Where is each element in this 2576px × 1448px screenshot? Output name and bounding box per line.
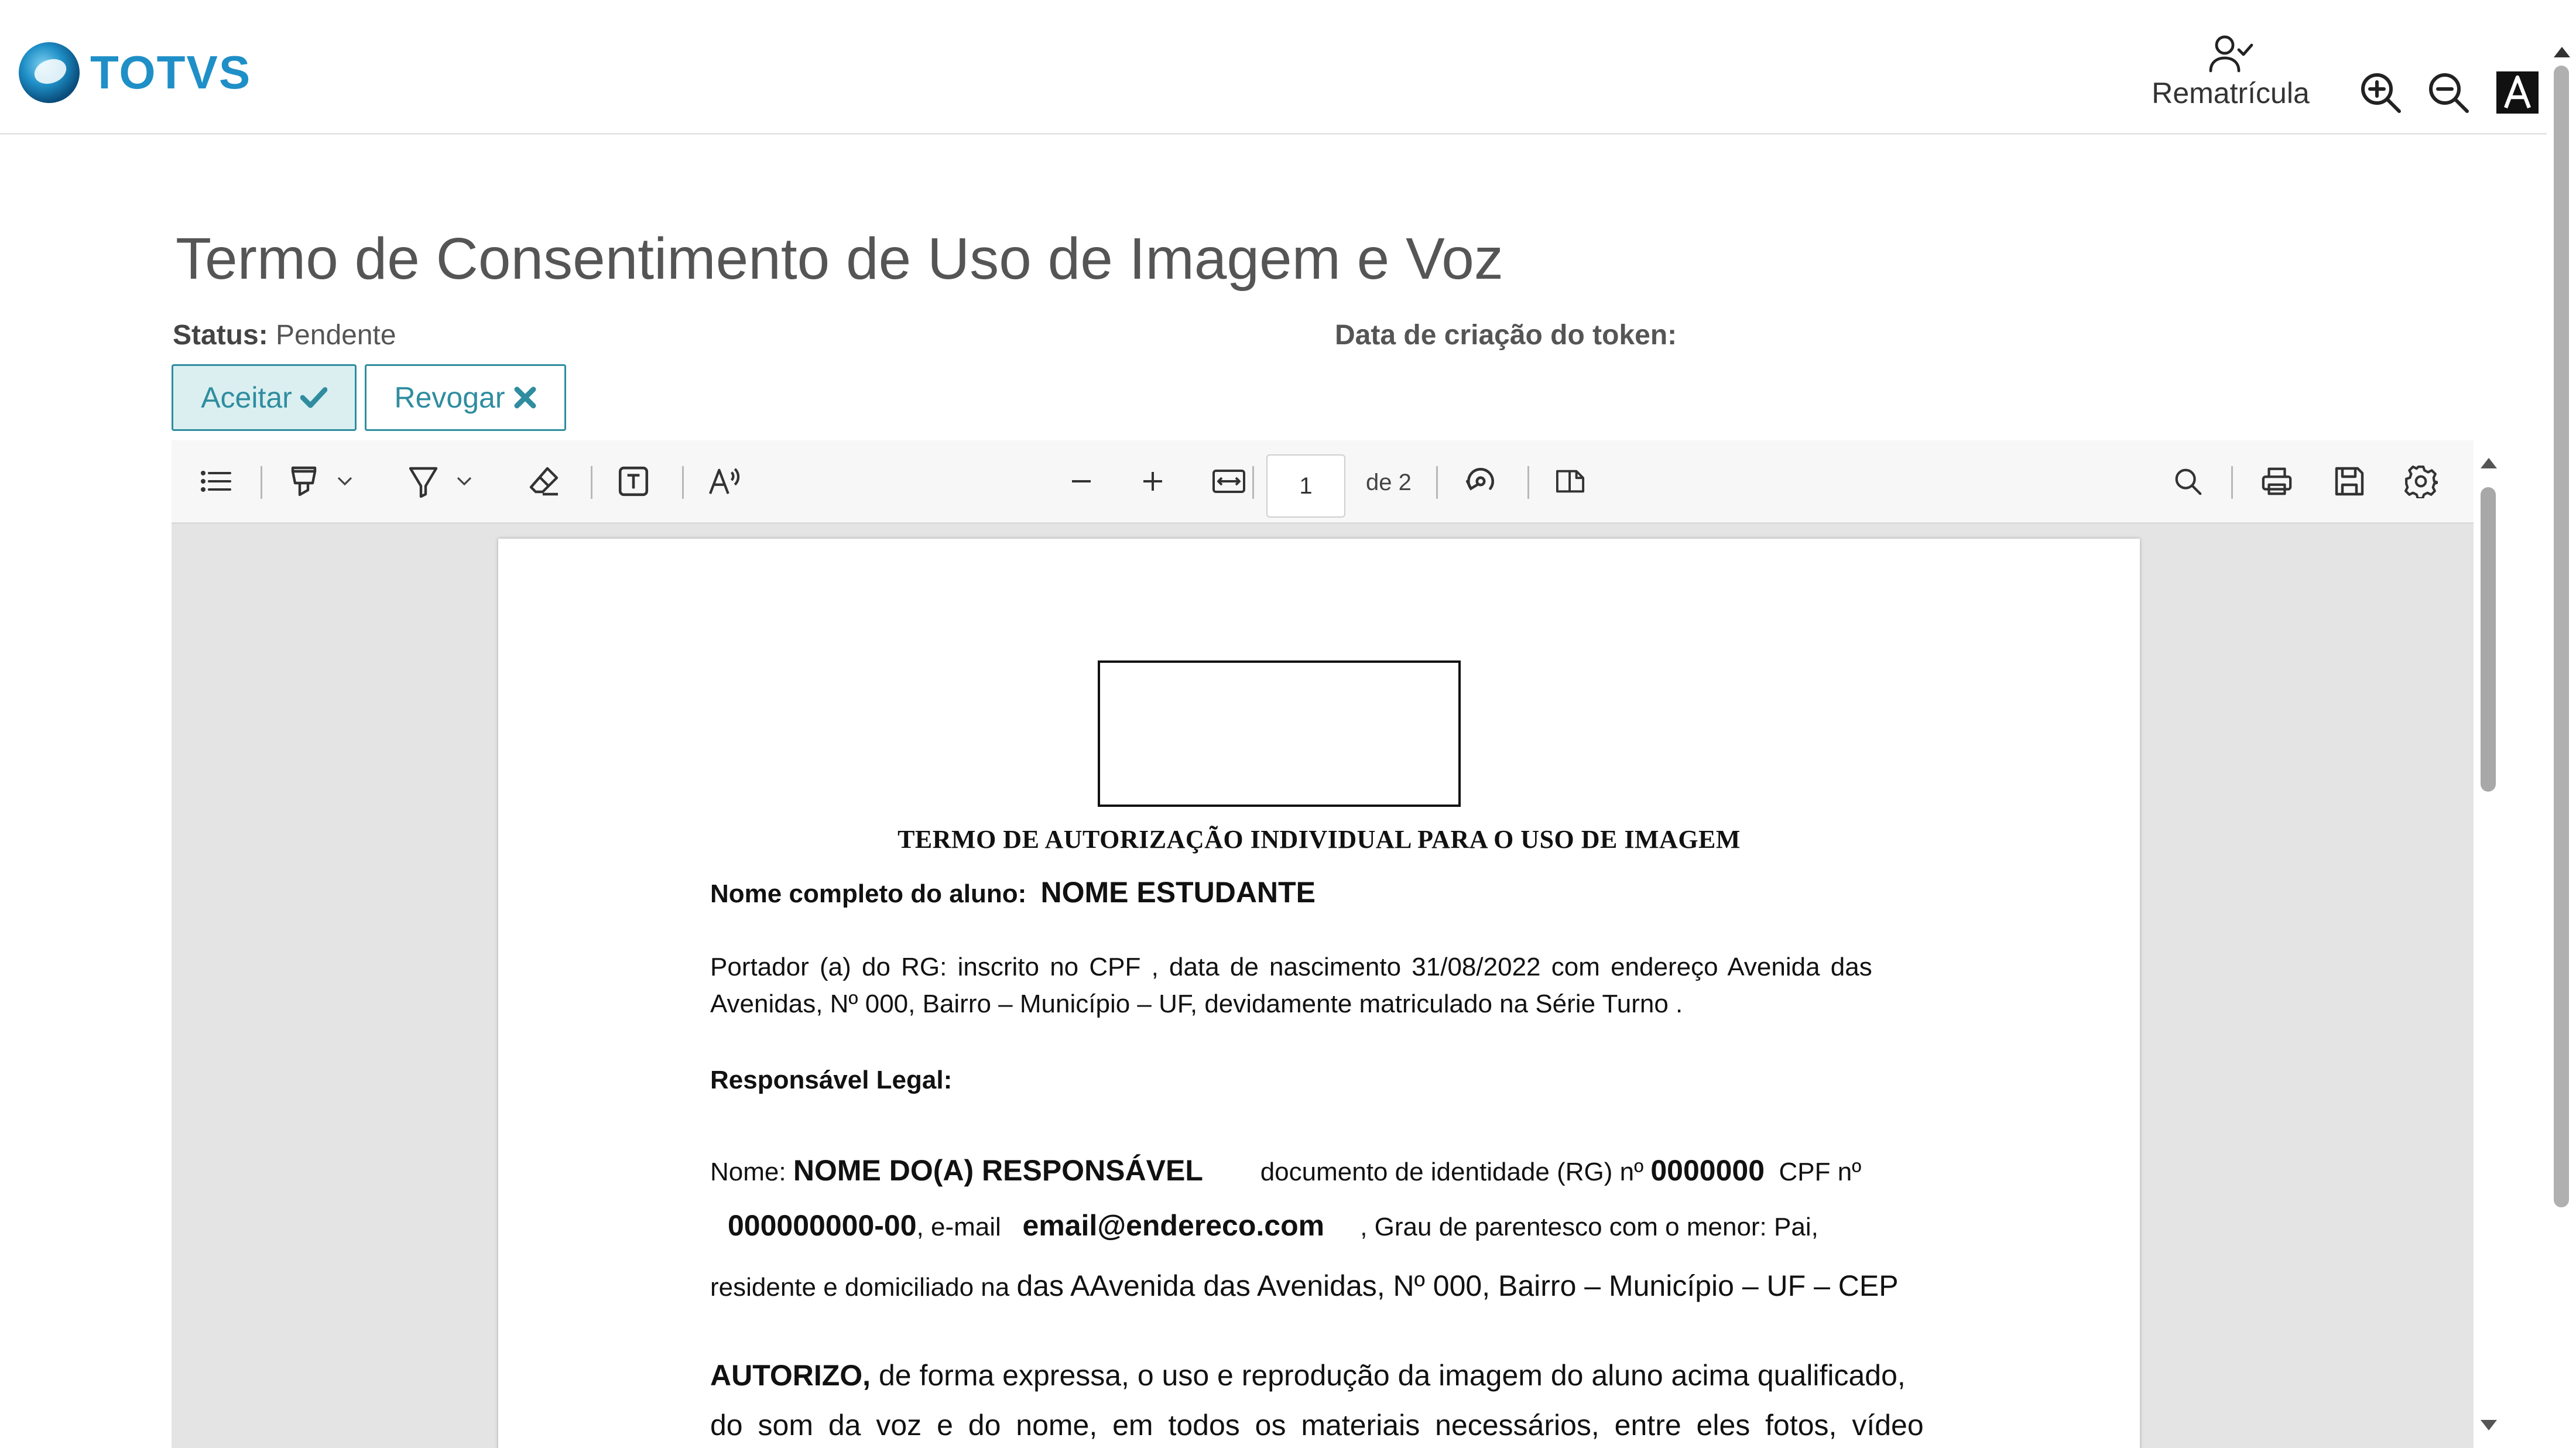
token-date-label: Data de criação do token: — [1335, 320, 1677, 351]
autorizo-bold: AUTORIZO, — [710, 1359, 871, 1392]
page-count-label: de 2 — [1366, 470, 1412, 495]
print-button[interactable] — [2256, 460, 2298, 502]
two-page-icon — [1554, 467, 1588, 496]
logo-text: TOTVS — [90, 46, 252, 98]
status-label: Status: — [173, 320, 268, 351]
student-name: NOME ESTUDANTE — [1040, 876, 1316, 909]
autorizo-line-1 — [710, 1358, 1945, 1392]
responsavel-name: NOME DO(A) RESPONSÁVEL — [793, 1154, 1203, 1187]
settings-button[interactable] — [2400, 460, 2442, 502]
scroll-up-arrow-icon[interactable] — [2554, 47, 2570, 57]
responsavel-line-1 — [710, 1153, 1945, 1187]
responsavel-line-3 — [710, 1269, 1945, 1303]
zoom-out-button[interactable] — [1060, 460, 1102, 502]
student-name-line — [710, 875, 1945, 909]
draw-icon — [407, 465, 440, 498]
email-value: email@endereco.com — [1022, 1209, 1325, 1242]
pdf-scroll-down-icon[interactable] — [2481, 1420, 2497, 1430]
text-box-button[interactable] — [612, 460, 655, 502]
chevron-down-icon — [457, 477, 472, 486]
zoom-out-minus-icon — [1070, 470, 1093, 493]
print-icon — [2260, 465, 2294, 497]
outline-button[interactable] — [195, 460, 237, 502]
highlight-button[interactable] — [283, 460, 325, 502]
totvs-logo[interactable] — [19, 42, 251, 103]
read-aloud-button[interactable] — [704, 460, 746, 502]
document-heading: TERMO DE AUTORIZAÇÃO INDIVIDUAL PARA O USO DE IMAGEM — [898, 825, 1741, 854]
pdf-viewer — [172, 440, 2474, 1448]
search-icon — [2172, 465, 2204, 497]
toolbar-separator — [1436, 466, 1438, 499]
page-scrollbar[interactable] — [2547, 0, 2576, 1448]
draw-options-button[interactable] — [453, 460, 476, 502]
toolbar-separator — [591, 466, 592, 499]
fit-width-button[interactable] — [1205, 460, 1252, 502]
grau-text: , Grau de parentesco com o menor: Pai, — [1324, 1213, 1818, 1241]
toolbar-separator — [1527, 466, 1529, 499]
revoke-button[interactable] — [365, 364, 566, 431]
toolbar-separator — [2231, 466, 2233, 499]
fit-width-icon — [1211, 468, 1246, 495]
chevron-down-icon — [337, 477, 352, 486]
portador-line-2: Avenidas, Nº 000, Bairro – Município – UF, devidamente matriculado na Série Turno . — [710, 990, 1683, 1018]
toolbar-separator — [682, 466, 684, 499]
pdf-scroll-thumb[interactable] — [2481, 487, 2496, 792]
read-aloud-icon — [708, 467, 742, 496]
draw-button[interactable] — [402, 460, 444, 502]
font-contrast-icon[interactable] — [2495, 70, 2540, 115]
email-label: , e-mail — [916, 1213, 1023, 1241]
student-label: Nome completo do aluno: — [710, 879, 1027, 908]
zoom-in-button[interactable] — [1132, 460, 1174, 502]
text-box-icon — [616, 464, 650, 498]
rotate-button[interactable] — [1460, 460, 1502, 502]
portador-line-1: Portador (a) do RG: inscrito no CPF , data de nascimento 31/08/2022 com endereço Avenida das — [710, 953, 1872, 981]
highlight-icon — [288, 464, 320, 498]
check-icon — [300, 386, 327, 409]
two-page-button[interactable] — [1550, 460, 1592, 502]
rotate-icon — [1464, 464, 1498, 498]
page-title: Termo de Consentimento de Uso de Imagem e Voz — [176, 226, 1503, 292]
settings-icon — [2404, 464, 2438, 498]
status-line — [173, 319, 396, 351]
outline-icon — [200, 470, 232, 493]
accept-label: Aceitar — [201, 381, 292, 414]
rg-text: documento de identidade (RG) nº — [1203, 1158, 1651, 1186]
zoom-out-icon[interactable] — [2426, 70, 2471, 115]
page-scroll-thumb[interactable] — [2554, 66, 2569, 1207]
pdf-toolbar — [172, 440, 2474, 524]
autorizo-text: de forma expressa, o uso e reprodução da imagem do aluno acima qualificado, — [871, 1359, 1906, 1392]
page-number-input[interactable] — [1266, 454, 1345, 518]
save-button[interactable] — [2328, 460, 2371, 502]
highlight-options-button[interactable] — [333, 460, 357, 502]
cpf-value: 000000000-00 — [728, 1209, 917, 1242]
rg-value: 0000000 — [1650, 1154, 1765, 1187]
toolbar-separator — [1252, 466, 1254, 499]
accept-button[interactable] — [172, 364, 357, 431]
residente-text: residente e domiciliado na — [710, 1273, 1017, 1302]
eraser-icon — [527, 465, 560, 498]
zoom-in-icon[interactable] — [2358, 70, 2403, 115]
responsavel-heading: Responsável Legal: — [710, 1066, 953, 1094]
pdf-scroll-up-icon[interactable] — [2481, 458, 2497, 468]
pdf-scrollbar[interactable] — [2474, 440, 2503, 1448]
cpf-text: CPF nº — [1765, 1158, 1862, 1186]
status-value: Pendente — [276, 320, 396, 351]
toolbar-separator — [261, 466, 262, 499]
save-icon — [2333, 465, 2366, 498]
nome-label: Nome: — [710, 1158, 793, 1186]
autorizo-line-2: do som da voz e do nome, em todos os materiais necessários, entre eles fotos, vídeo — [710, 1409, 1924, 1442]
revoke-label: Revogar — [394, 381, 505, 414]
totvs-logo-mark-icon — [19, 42, 80, 103]
close-icon — [513, 386, 537, 409]
user-check-icon — [2207, 33, 2254, 74]
eraser-button[interactable] — [523, 460, 565, 502]
top-bar — [0, 0, 2547, 135]
address-value: das AAvenida das Avenidas, Nº 000, Bairro – Município – UF – CEP — [1016, 1269, 1899, 1302]
document-logo-placeholder — [1098, 660, 1461, 807]
search-button[interactable] — [2167, 460, 2209, 502]
responsavel-line-2 — [710, 1209, 1945, 1242]
rematricula-link[interactable] — [2143, 33, 2318, 110]
pdf-page — [498, 539, 2140, 1448]
zoom-in-plus-icon — [1141, 470, 1164, 493]
rematricula-label: Rematrícula — [2152, 77, 2310, 109]
